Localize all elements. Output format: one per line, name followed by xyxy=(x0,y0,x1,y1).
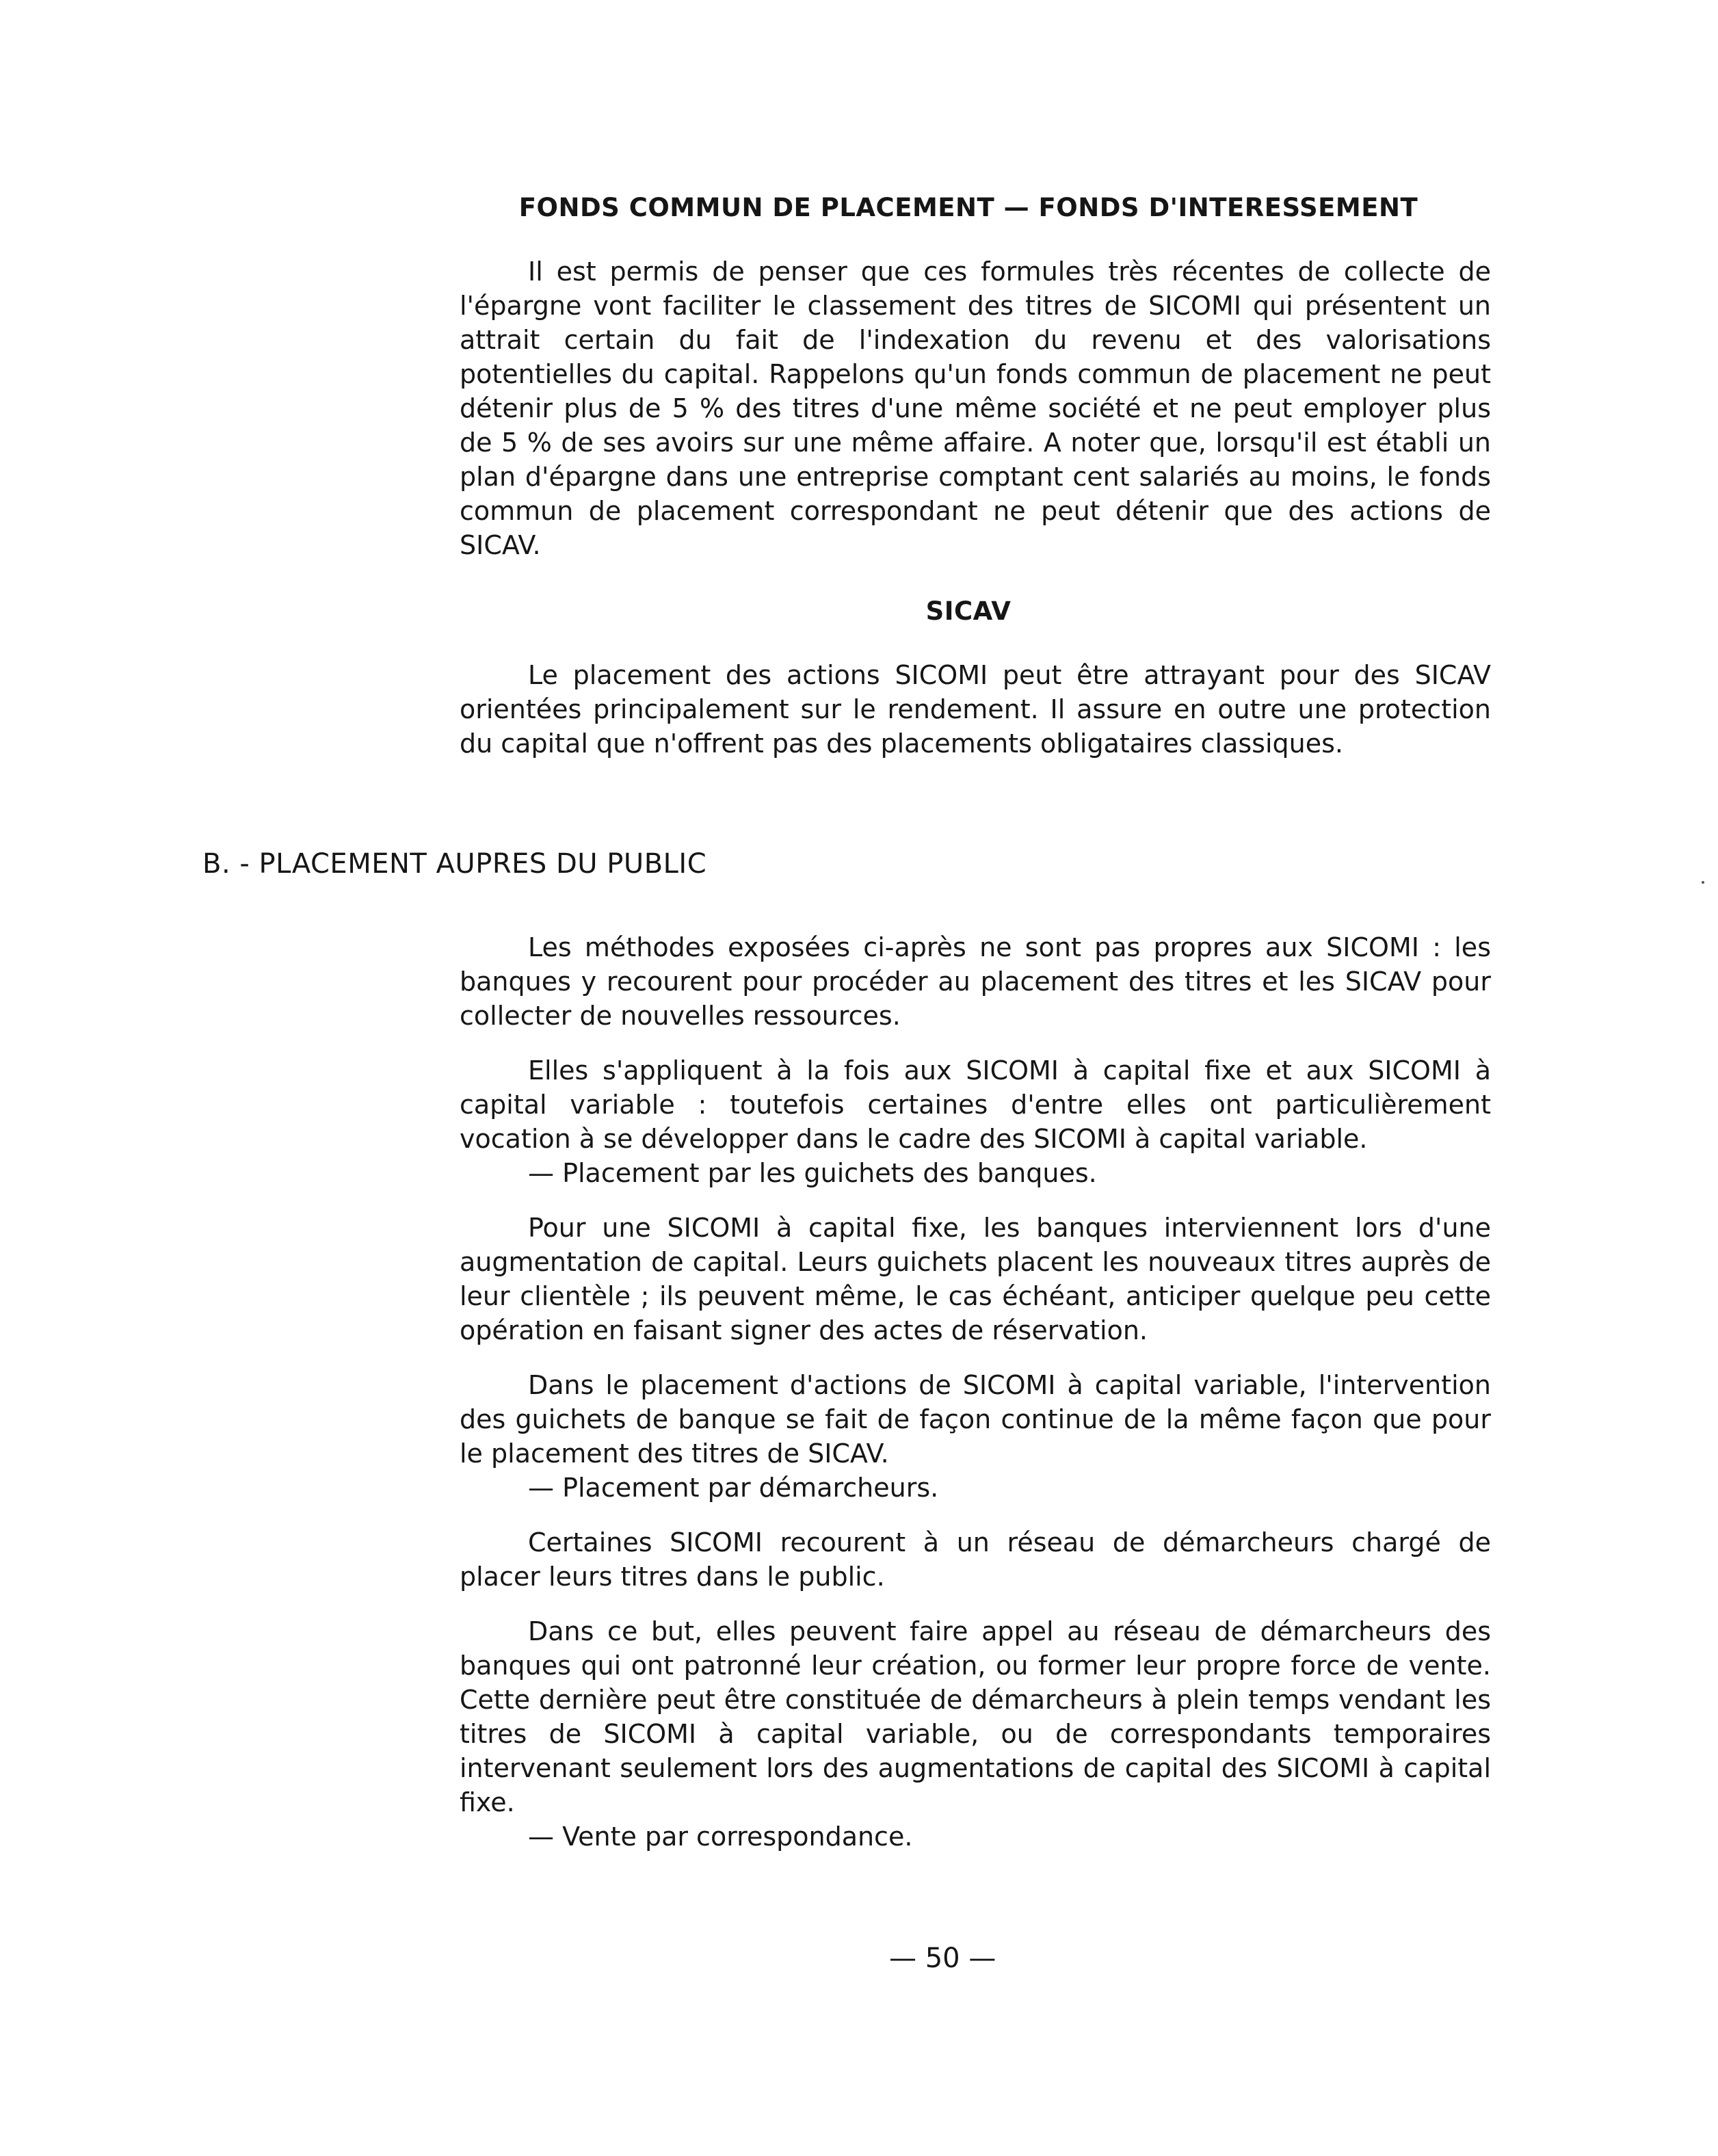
list-item-correspondance: — Vente par correspondance. xyxy=(528,1822,913,1852)
page-number: — 50 — xyxy=(889,1943,996,1974)
paragraph-b-reseau: Certaines SICOMI recourent à un réseau de démarcheurs chargé de placer leurs titres dans le public. xyxy=(460,1527,1491,1592)
paragraph-b-capital-variable: Dans le placement d'actions de SICOMI à capital variable, l'intervention des guichets de banque se fait de façon continue de la même façon que pour le placement des titres de SICAV. xyxy=(460,1370,1491,1469)
scan-speck xyxy=(1702,881,1704,884)
sicav-body xyxy=(460,658,1491,761)
heading-fonds-commun: FONDS COMMUN DE PLACEMENT — FONDS D'INTERESSEMENT xyxy=(518,193,1418,222)
heading-section-b: B. - PLACEMENT AUPRES DU PUBLIC xyxy=(202,848,707,880)
paragraph-b-force-vente: Dans ce but, elles peuvent faire appel au réseau de démarcheurs des banques qui ont patronné leur création, ou former leur propre force de vente. Cette dernière peut être constituée de démarcheurs à plein temps vendant les titres de SICOMI à capital variable, ou de correspondants temporaires intervenant seulement lors des augmentations de capital des SICOMI à capital fixe. xyxy=(460,1616,1491,1817)
paragraph-b-capital: Elles s'appliquent à la fois aux SICOMI à capital fixe et aux SICOMI à capital variable : toutefois certaines d'entre elles ont particulièrement vocation à se développer dans le cadre des SICOMI à capital variable. xyxy=(460,1055,1491,1154)
paragraph-fonds-commun: Il est permis de penser que ces formules très récentes de collecte de l'épargne vont faciliter le classement des titres de SICOMI qui présentent un attrait certain du fait de l'indexation du revenu et des valorisations potentielles du capital. Rappelons qu'un fonds commun de placement ne peut détenir plus de 5 % des titres d'une même société et ne peut employer plus de 5 % de ses avoirs sur une même affaire. A noter que, lorsqu'il est établi un plan d'épargne dans une entreprise comptant cent salariés au moins, le fonds commun de placement correspondant ne peut détenir que des actions de SICAV. xyxy=(460,257,1491,560)
heading-sicav: SICAV xyxy=(925,596,1012,626)
paragraph-b-capital-fixe: Pour une SICOMI à capital fixe, les banques interviennent lors d'une augmentation de capital. Leurs guichets placent les nouveaux titres auprès de leur clientèle ; ils peuvent même, le cas échéant, anticiper quelque peu cette opération en faisant signer des actes de réservation. xyxy=(460,1213,1491,1345)
paragraph-sicav: Le placement des actions SICOMI peut être attrayant pour des SICAV orientées principalement sur le rendement. Il assure en outre une protection du capital que n'offrent pas des placements obligataires classiques. xyxy=(460,660,1491,759)
fonds-commun-body xyxy=(460,254,1491,562)
list-item-guichets: — Placement par les guichets des banques. xyxy=(528,1158,1097,1188)
section-b-body xyxy=(460,930,1491,1874)
list-item-demarcheurs: — Placement par démarcheurs. xyxy=(528,1473,939,1503)
paragraph-b-methodes: Les méthodes exposées ci-après ne sont pas propres aux SICOMI : les banques y recourent pour procéder au placement des titres et les SICAV pour collecter de nouvelles ressources. xyxy=(460,932,1491,1031)
